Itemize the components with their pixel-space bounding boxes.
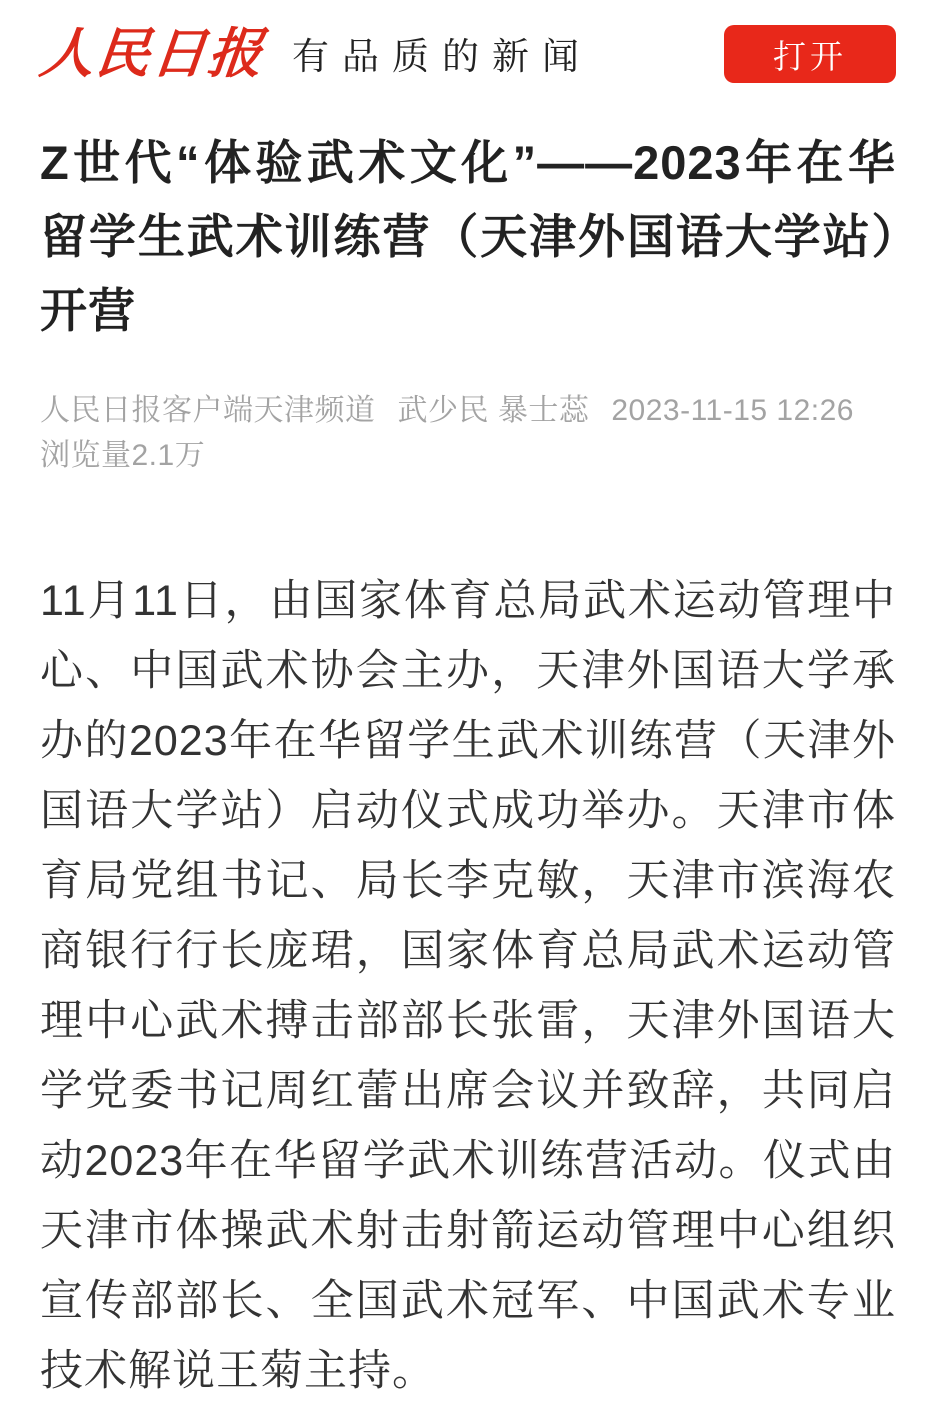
article-timestamp: 2023-11-15 12:26: [611, 394, 854, 427]
article-title: Z世代“体验武术文化”——2023年在华留学生武术训练营（天津外国语大学站）开营: [40, 136, 896, 337]
article-byline: [40, 388, 896, 478]
article-authors: 武少民 暴士蕊: [397, 394, 590, 427]
article-body-paragraph: 11月11日，由国家体育总局武术运动管理中心、中国武术协会主办，天津外国语大学承办的2023年在华留学生武术训练营（天津外国语大学站）启动仪式成功举办。天津市体育局党组书记、局长李克敏，天津市滨海农商银行行长庞珺，国家体育总局武术运动管理中心武术搏击部部长张雷，天津外国语大学党委书记周红蕾出席会议并致辞，共同启动2023年在华留学武术训练营活动。仪式由天津市体操武术射击射箭运动管理中心组织宣传部部长、全国武术冠军、中国武术专业技术解说王菊主持。: [40, 577, 896, 1395]
byline-line1: [40, 388, 896, 433]
app-banner: [36, 0, 896, 100]
open-app-button[interactable]: 打开: [724, 25, 896, 83]
article-source: 人民日报客户端天津频道: [40, 394, 376, 427]
view-count: 浏览量2.1万: [40, 439, 206, 472]
banner-tagline: 有品质的新闻: [292, 35, 592, 77]
peoples-daily-logo[interactable]: 人民日报: [36, 24, 268, 84]
